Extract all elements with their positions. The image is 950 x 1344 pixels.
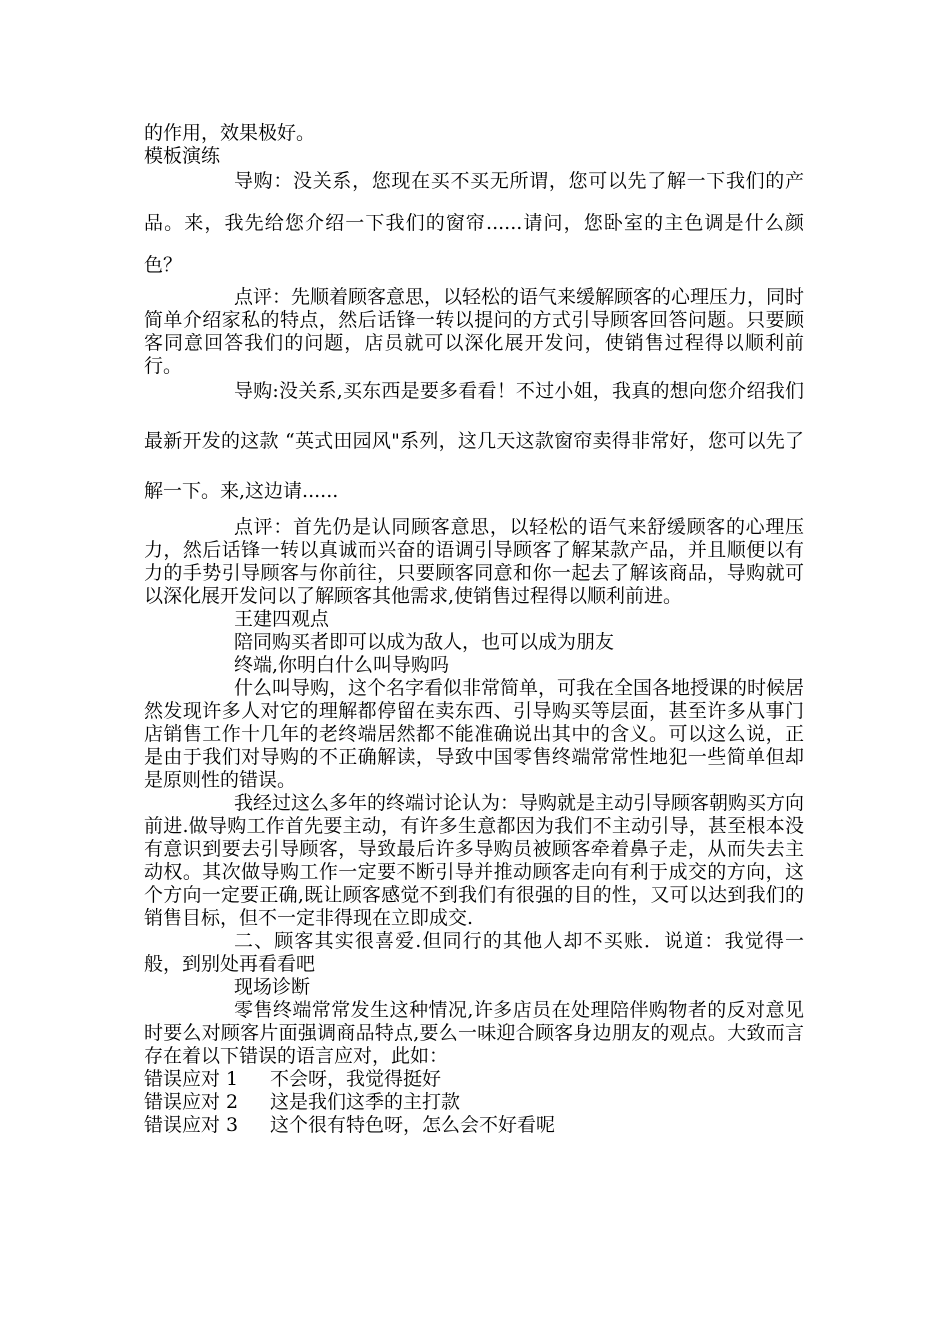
error-response-row xyxy=(144,1114,804,1137)
error-response-label: 错误应对 1 xyxy=(144,1068,239,1090)
heading-companion: 陪同购买者即可以成为敌人，也可以成为朋友 xyxy=(234,631,615,653)
heading-scenario-two: 二、顾客其实很喜爱.但同行的其他人却不买账．说道：我觉得一般，到别处再看看吧 xyxy=(144,930,804,975)
heading-viewpoint: 王建四观点 xyxy=(234,608,330,630)
error-response-text: 不会呀，我觉得挺好 xyxy=(270,1068,442,1090)
heading-what-is-guide: 终端,你明白什么叫导购吗 xyxy=(234,654,450,676)
paragraph-continuation: 的作用，效果极好。 xyxy=(144,122,316,144)
error-response-text: 这个很有特色呀，怎么会不好看呢 xyxy=(270,1114,556,1136)
paragraph-guide-definition: 我经过这么多年的终端讨论认为：导购就是主动引导顾客朝购买方向前进.做导购工作首先要主动，有许多生意都因为我们不主动引导，甚至根本没有意识到要去引导顾客，导致最后许多导购员被顾客牵着鼻子走，从而失去主动权。其次做导购工作一定要不断引导并推动顾客走向有利于成交的方向，这个方向一定要正确,既让顾客感觉不到我们有很强的目的性，又可以达到我们的销售目标，但不一定非得现在立即成交. xyxy=(144,792,805,929)
heading-diagnosis: 现场诊断 xyxy=(234,976,311,998)
section-heading-template-practice: 模板演练 xyxy=(144,145,221,167)
error-response-row xyxy=(144,1068,804,1091)
paragraph-dialogue-2: 导购:没关系,买东西是要多看看！不过小姐，我真的想向您介绍我们最新开发的这款 “英式田园风"系列，这几天这款窗帘卖得非常好，您可以先了解一下。来,这边请...... xyxy=(144,380,804,502)
paragraph-dialogue-1: 导购：没关系，您现在买不买无所谓，您可以先了解一下我们的产品。来，我先给您介绍一下我们的窗帘......请问，您卧室的主色调是什么颜色？ xyxy=(144,170,804,276)
paragraph-what-is-guide: 什么叫导购，这个名字看似非常简单，可我在全国各地授课的时候居然发现许多人对它的理解都停留在卖东西、引导购买等层面，甚至许多从事门店销售工作十几年的老终端居然都不能准确说出其中的含义。可以这么说，正是由于我们对导购的不正确解读，导致中国零售终端常常性地犯一些简单但却是原则性的错误。 xyxy=(144,677,805,791)
error-response-label: 错误应对 2 xyxy=(144,1091,239,1113)
error-response-text: 这是我们这季的主打款 xyxy=(270,1091,461,1113)
paragraph-comment-1: 点评：先顺着顾客意思，以轻松的语气来缓解顾客的心理压力，同时简单介绍家私的特点，然后话锋一转以提问的方式引导顾客回答问题。只要顾客同意回答我们的问题，店员就可以深化展开发问，使销售过程得以顺利前行。 xyxy=(144,286,805,377)
document-body xyxy=(144,122,804,1137)
paragraph-diagnosis: 零售终端常常发生这种情况,许多店员在处理陪伴购物者的反对意见时要么对顾客片面强调商品特点,要么一味迎合顾客身边朋友的观点。大致而言存在着以下错误的语言应对，此如： xyxy=(144,999,804,1067)
error-response-label: 错误应对 3 xyxy=(144,1114,239,1136)
paragraph-comment-2: 点评：首先仍是认同顾客意思，以轻松的语气来舒缓顾客的心理压力，然后话锋一转以真诚而兴奋的语调引导顾客了解某款产品，并且顺便以有力的手势引导顾客与你前往，只要顾客同意和你一起去了解该商品，导购就可以深化展开发问以了解顾客其他需求,使销售过程得以顺利前进。 xyxy=(144,516,804,607)
error-response-row xyxy=(144,1091,804,1114)
